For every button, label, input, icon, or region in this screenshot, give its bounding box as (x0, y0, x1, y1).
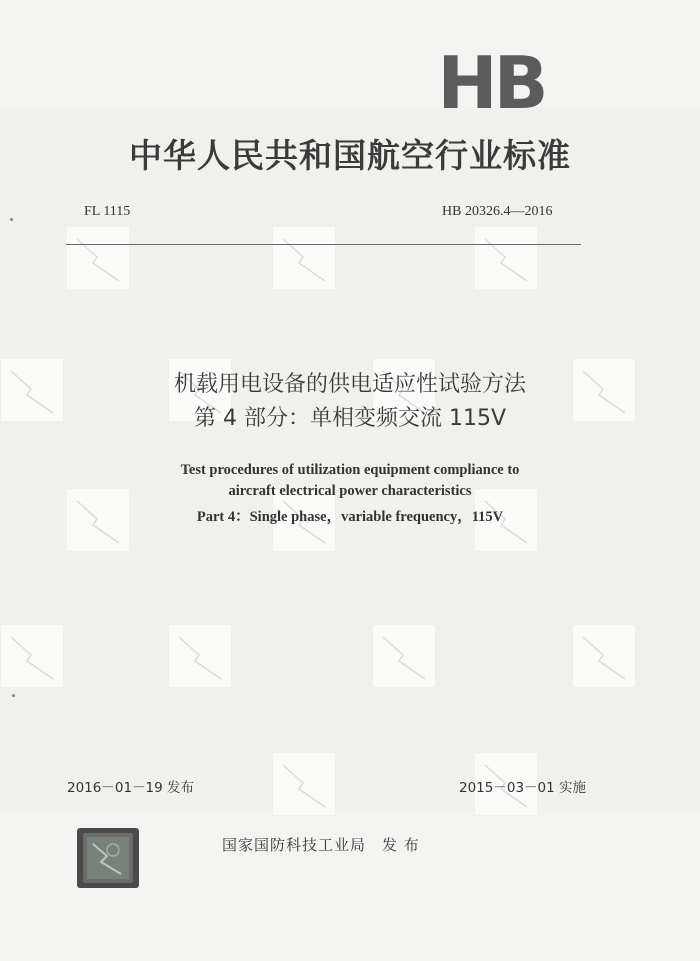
standard-category-title: 中华人民共和国航空行业标准 (129, 136, 571, 175)
standard-number: HB 20326.4—2016 (442, 204, 553, 219)
issue-date: 2016－01－19 发布 (67, 780, 195, 796)
watermark-tile (66, 226, 130, 290)
svg-text:HB: HB (437, 50, 545, 112)
title-en-line-2: aircraft electrical power characteristics (228, 483, 472, 499)
watermark-tile (372, 624, 436, 688)
classification-code: FL 1115 (84, 204, 131, 219)
watermark-tile (474, 226, 538, 290)
watermark-tile (272, 226, 336, 290)
header-divider (66, 244, 581, 245)
watermark-tile (272, 752, 336, 816)
scan-speck (10, 218, 13, 221)
issuing-authority: 国家国防科技工业局 发 布 (222, 836, 420, 854)
effective-date: 2015－03－01 实施 (459, 780, 587, 796)
title-zh-line-1: 机载用电设备的供电适应性试验方法 (173, 372, 526, 397)
scan-speck (12, 694, 15, 697)
watermark-tile (0, 624, 64, 688)
title-en-line-3: Part 4：Single phase，variable frequency，115V (196, 509, 504, 525)
watermark-tile (168, 624, 232, 688)
hb-logo (432, 50, 550, 112)
watermark-tile (572, 624, 636, 688)
title-zh-line-2: 第 4 部分：单相变频交流 115V (193, 406, 507, 431)
title-en-line-1: Test procedures of utilization equipment compliance to (180, 462, 520, 478)
anti-counterfeit-seal-icon (77, 828, 139, 888)
